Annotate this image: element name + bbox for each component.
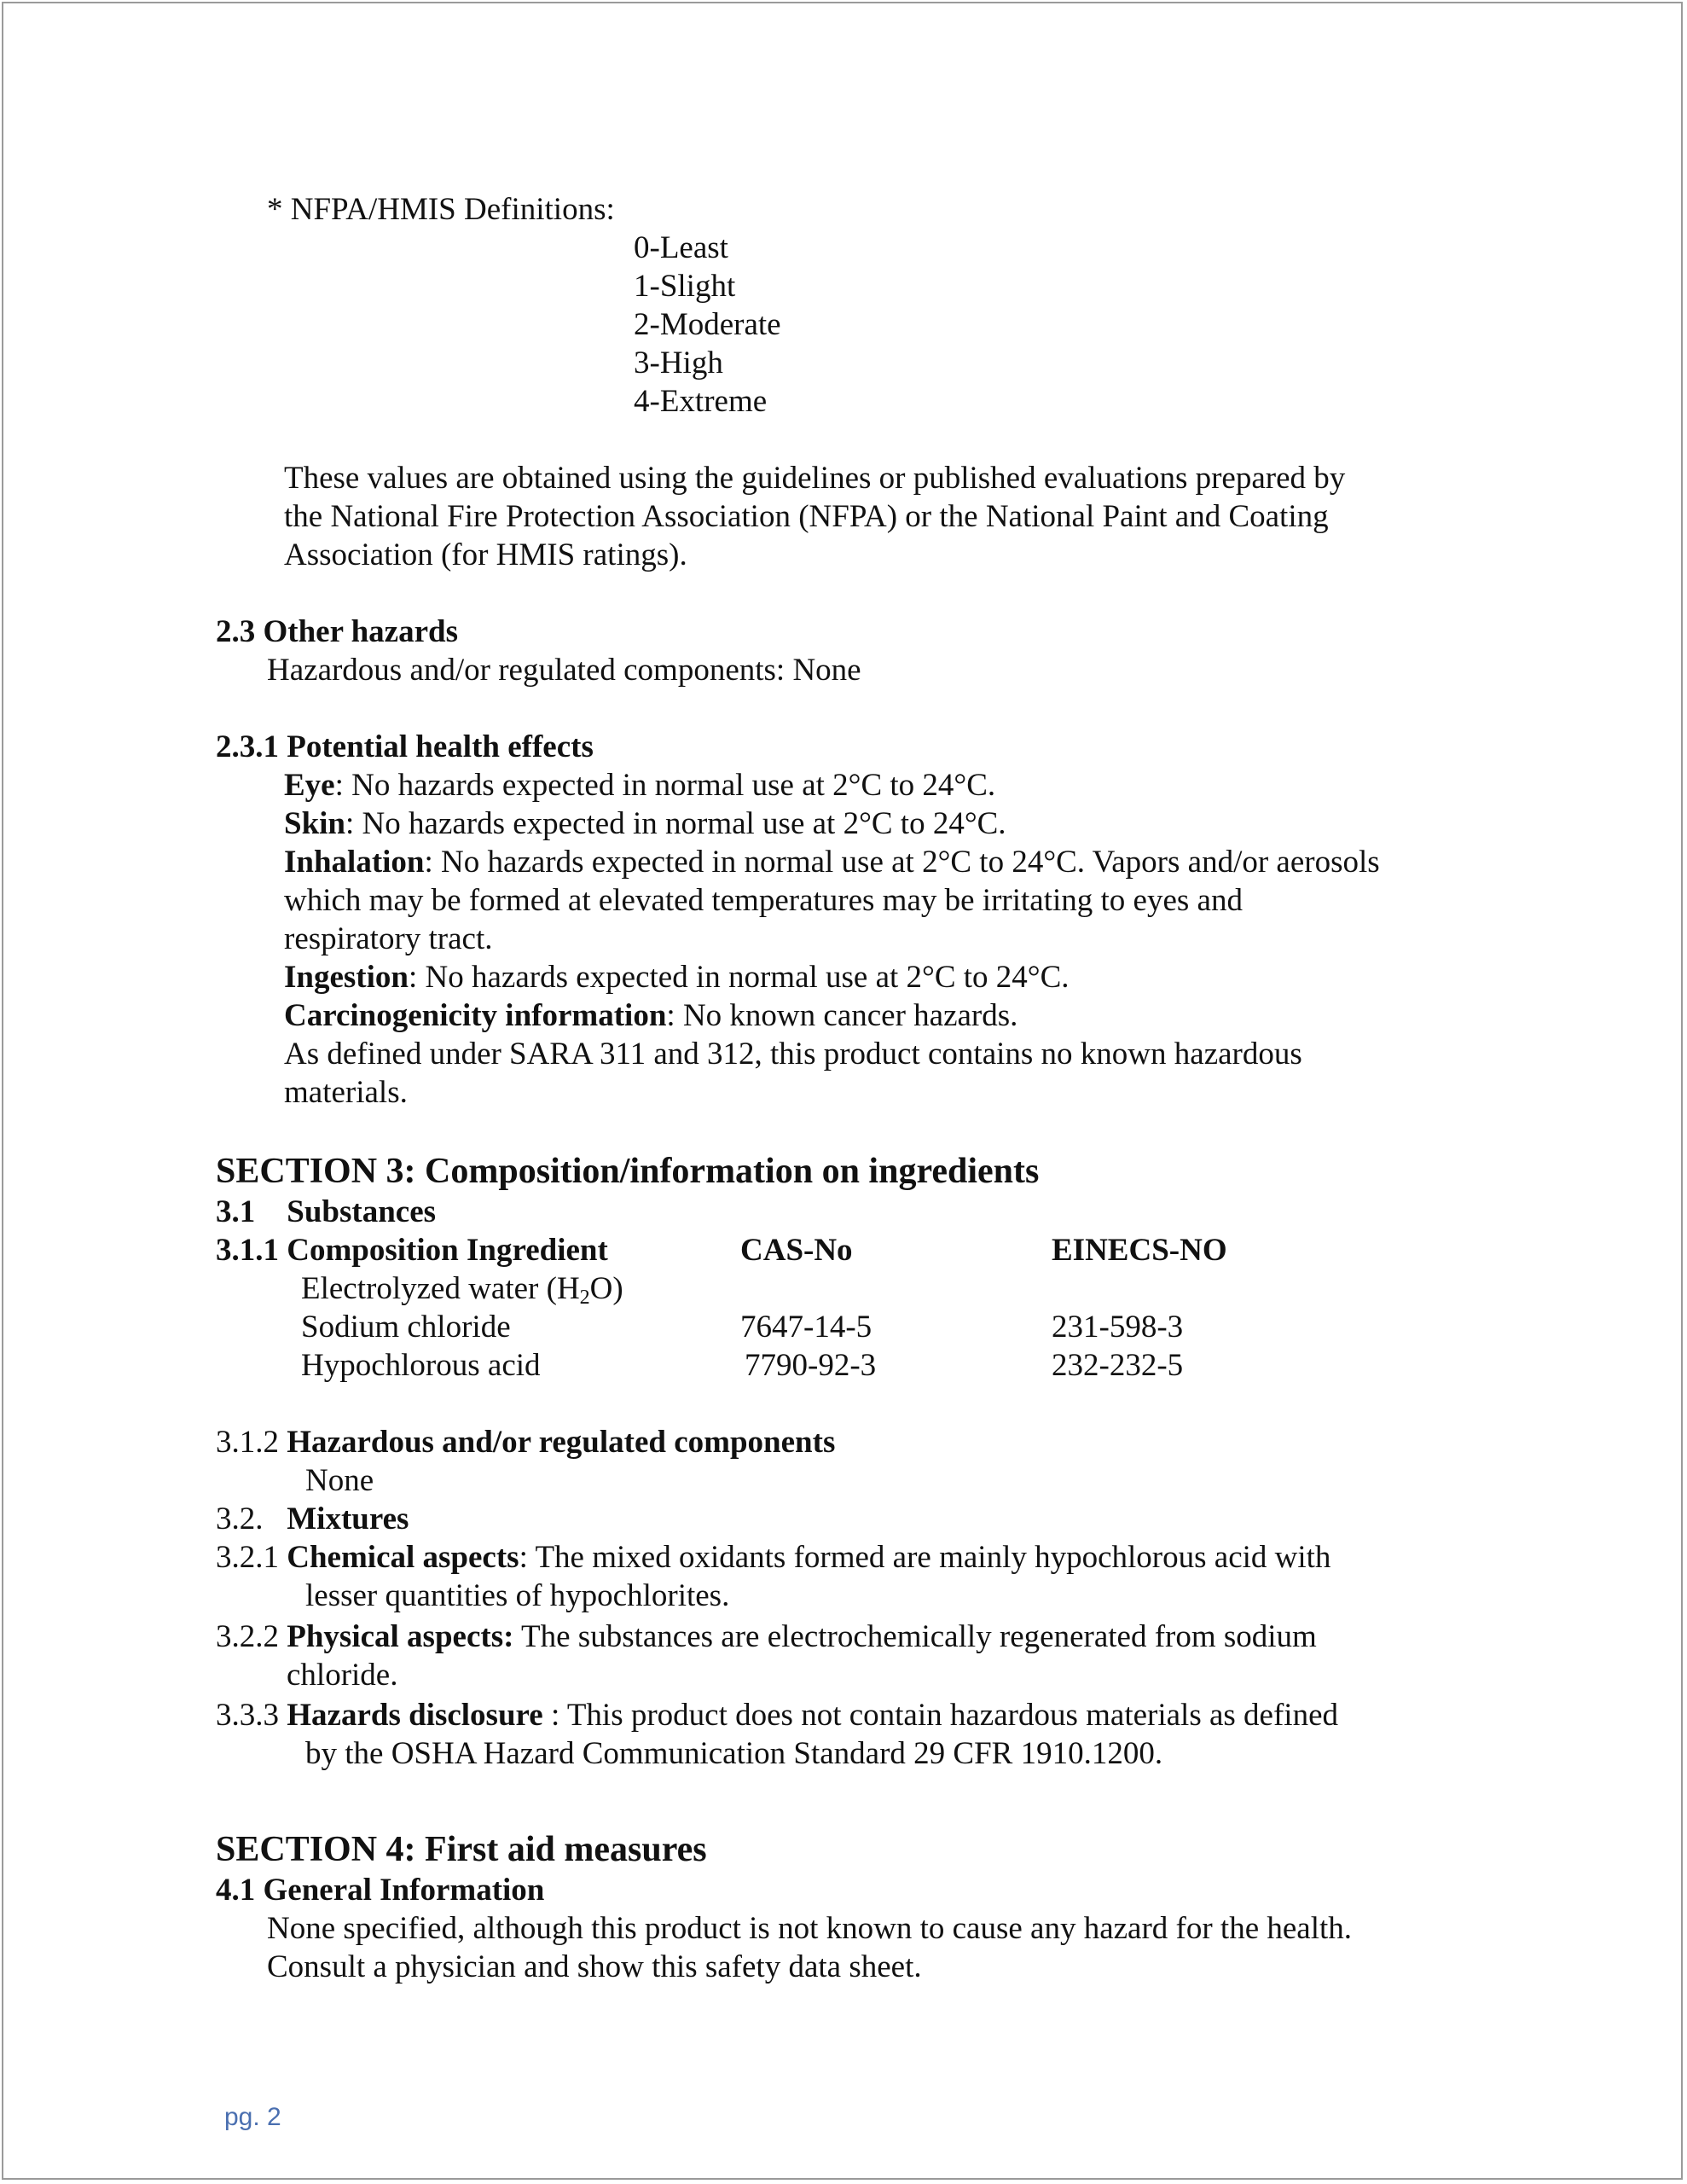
definitions-note-line2: the National Fire Protection Association (NFPA) or the National Paint and Coating	[284, 499, 1329, 534]
ingredient-cas: 7790-92-3	[745, 1348, 877, 1383]
ingredient-einecs: 231-598-3	[1052, 1310, 1184, 1345]
sara-line2: materials.	[284, 1075, 408, 1110]
definition-level-4: 4-Extreme	[634, 384, 768, 419]
section-3-2-1	[216, 1538, 1330, 1577]
carcinogenicity-text: : No known cancer hazards.	[666, 998, 1018, 1033]
inhalation-label: Inhalation	[284, 845, 425, 880]
definition-level-3: 3-High	[634, 346, 723, 380]
eye-text: : No hazards expected in normal use at 2°C to 24°C.	[334, 768, 996, 803]
sara-line1: As defined under SARA 311 and 312, this product contains no known hazardous	[284, 1037, 1302, 1072]
page-number: pg. 2	[224, 2103, 281, 2131]
ingredient-name: Hypochlorous acid	[301, 1348, 541, 1383]
section-4-heading: SECTION 4: First aid measures	[216, 1830, 707, 1869]
inhalation-text: : No hazards expected in normal use at 2°C to 24°C. Vapors and/or aerosols	[424, 845, 1380, 880]
table-row-ingredient	[301, 1269, 623, 1312]
ingredient-name: Electrolyzed water (H	[301, 1271, 580, 1306]
skin-effect	[284, 804, 1006, 844]
section-3-3-3-number: 3.3.3	[216, 1698, 287, 1733]
skin-text: : No hazards expected in normal use at 2°C to 24°C.	[345, 806, 1006, 841]
section-3-2-2-number: 3.2.2	[216, 1619, 287, 1654]
inhalation-effect	[284, 843, 1380, 882]
definition-level-0: 0-Least	[634, 230, 728, 265]
table-header-ingredient: 3.1.1 Composition Ingredient	[216, 1233, 608, 1268]
section-3-2-label: Mixtures	[287, 1502, 409, 1536]
section-3-2-2-text: The substances are electrochemically regenerated from sodium	[513, 1619, 1317, 1654]
section-2-3-heading: 2.3 Other hazards	[216, 614, 459, 649]
section-4-1-line1: None specified, although this product is not known to cause any hazard for the health.	[267, 1911, 1353, 1946]
section-3-3-3-line2: by the OSHA Hazard Communication Standard 29 CFR 1910.1200.	[305, 1736, 1163, 1771]
ingredient-einecs: 232-232-5	[1052, 1348, 1184, 1383]
carcinogenicity-info	[284, 996, 1017, 1036]
section-3-2-2-label: Physical aspects:	[287, 1619, 514, 1654]
ingredient-subscript: 2	[579, 1287, 590, 1309]
definition-level-2: 2-Moderate	[634, 307, 781, 342]
section-3-2-1-number: 3.2.1	[216, 1540, 287, 1575]
section-3-1-heading: 3.1 Substances	[216, 1194, 437, 1229]
table-header-cas: CAS-No	[740, 1233, 853, 1268]
eye-effect	[284, 766, 995, 805]
skin-label: Skin	[284, 806, 346, 841]
section-3-3-3-text: : This product does not contain hazardous materials as defined	[542, 1698, 1338, 1733]
ingestion-text: : No hazards expected in normal use at 2°C to 24°C.	[408, 960, 1070, 995]
ingestion-label: Ingestion	[284, 960, 409, 995]
section-3-2-1-label: Chemical aspects	[287, 1540, 519, 1575]
section-3-1-2-value: None	[305, 1463, 374, 1498]
inhalation-line3: respiratory tract.	[284, 921, 493, 956]
section-3-2-2-line2: chloride.	[287, 1658, 398, 1693]
section-4-1-heading: 4.1 General Information	[216, 1873, 545, 1908]
section-3-3-3-label: Hazards disclosure	[287, 1698, 543, 1733]
ingestion-effect	[284, 958, 1070, 997]
definitions-title: * NFPA/HMIS Definitions:	[267, 192, 615, 227]
inhalation-line2: which may be formed at elevated temperatures may be irritating to eyes and	[284, 883, 1243, 918]
table-header-einecs: EINECS-NO	[1052, 1233, 1227, 1268]
section-3-2-number: 3.2.	[216, 1502, 287, 1536]
ingredient-name: Sodium chloride	[301, 1310, 511, 1345]
section-3-1-2-number: 3.1.2	[216, 1425, 287, 1460]
section-3-2-2	[216, 1618, 1317, 1657]
section-2-3-text: Hazardous and/or regulated components: None	[267, 653, 861, 688]
section-3-2	[216, 1500, 409, 1539]
section-4-1-line2: Consult a physician and show this safety data sheet.	[267, 1949, 922, 1984]
eye-label: Eye	[284, 768, 335, 803]
section-2-3-1-heading: 2.3.1 Potential health effects	[216, 729, 594, 764]
section-3-heading: SECTION 3: Composition/information on ingredients	[216, 1152, 1040, 1191]
definitions-note-line3: Association (for HMIS ratings).	[284, 537, 687, 572]
section-3-2-1-text: : The mixed oxidants formed are mainly hypochlorous acid with	[519, 1540, 1331, 1575]
section-3-2-1-line2: lesser quantities of hypochlorites.	[305, 1578, 730, 1613]
carcinogenicity-label: Carcinogenicity information	[284, 998, 667, 1033]
definitions-note-line1: These values are obtained using the guidelines or published evaluations prepared by	[284, 461, 1346, 496]
section-3-1-2	[216, 1423, 835, 1462]
section-3-1-2-label: Hazardous and/or regulated components	[287, 1425, 836, 1460]
ingredient-name-end: O)	[589, 1271, 623, 1306]
definition-level-1: 1-Slight	[634, 269, 736, 304]
ingredient-cas: 7647-14-5	[740, 1310, 872, 1345]
section-3-3-3	[216, 1696, 1338, 1735]
